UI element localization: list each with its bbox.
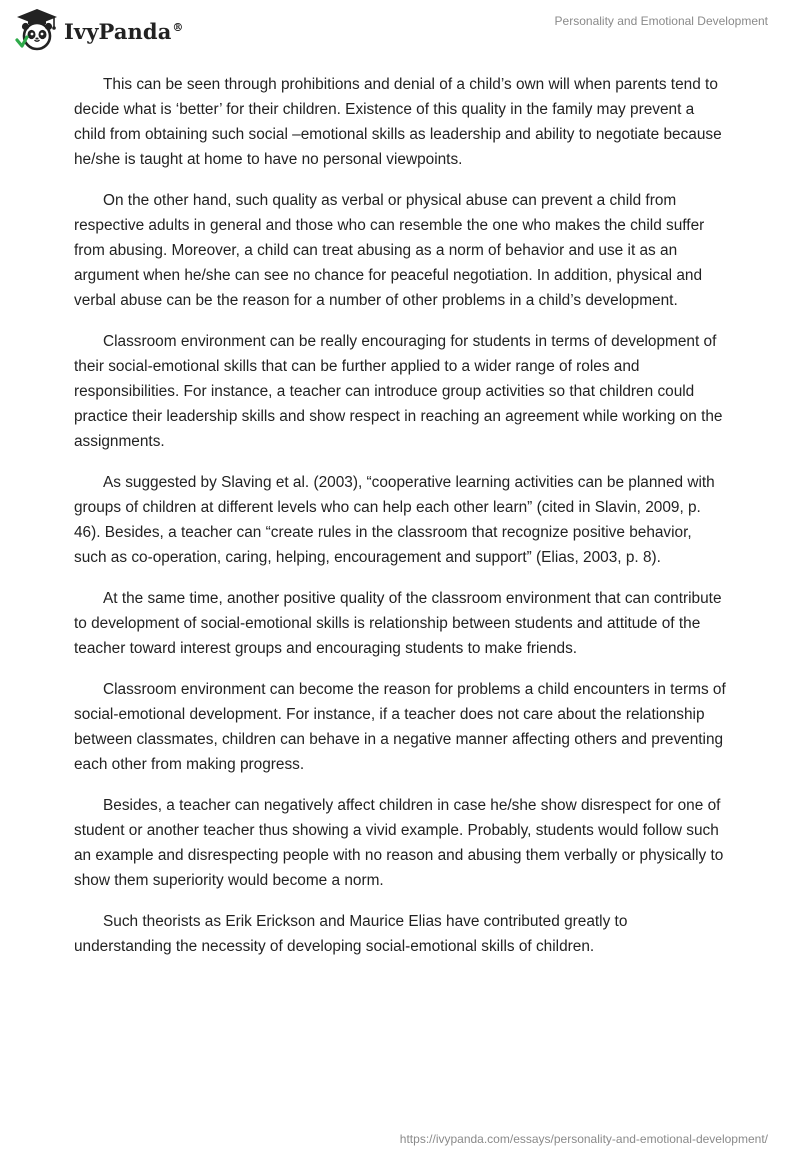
paragraph-6: Classroom environment can become the reason for problems a child encounters in terms of social-emotional development. For instance, if a teacher does not care about the relationship between classmates, children can behave in a negative manner affecting others and preventing each other from making progress. bbox=[74, 681, 726, 773]
paragraph-8: Such theorists as Erik Erickson and Maurice Elias have contributed greatly to understanding the necessity of developing social-emotional skills of children. bbox=[74, 913, 628, 955]
panda-graduate-icon bbox=[14, 7, 60, 53]
paragraph-5: At the same time, another positive quality of the classroom environment that can contribute to development of social-emotional skills is relationship between students and attitude of the teacher toward interest groups and encouraging students to make friends. bbox=[74, 590, 722, 657]
paragraph-7: Besides, a teacher can negatively affect children in case he/she show disrespect for one of student or another teacher thus showing a vivid example. Probably, students would follow such an example and disrespecting people with no reason and abusing them verbally or physically to show them superiority would become a norm. bbox=[74, 797, 724, 889]
document-title: Personality and Emotional Development bbox=[554, 14, 768, 28]
paragraph-1: This can be seen through prohibitions and denial of a child’s own will when parents tend to decide what is ‘better’ for their children. Existence of this quality in the family may prevent a child from obtaining such social –emotional skills as leadership and ability to negotiate because he/she is taught at home to have no personal viewpoints. bbox=[74, 76, 722, 168]
paragraph-3: Classroom environment can be really encouraging for students in terms of development of their social-emotional skills that can be further applied to a wider range of roles and responsibilities. For instance, a teacher can introduce group activities so that children could practice their leadership skills and show respect in reaching an agreement while working on the assignments. bbox=[74, 333, 723, 450]
brand-name bbox=[64, 19, 184, 44]
paragraph-2: On the other hand, such quality as verbal or physical abuse can prevent a child from respective adults in general and those who can resemble the one who makes the child suffer from abusing. Moreover, a child can treat abusing as a norm of behavior and use it as an argument when he/she can see no chance for peaceful negotiation. In addition, physical and verbal abuse can be the reason for a number of other problems in a child’s development. bbox=[74, 192, 705, 309]
page-header bbox=[0, 0, 800, 60]
brand-text: IvyPanda bbox=[64, 18, 172, 44]
ivypanda-logo-link[interactable] bbox=[14, 8, 184, 52]
source-url-link[interactable]: https://ivypanda.com/essays/personality-and-emotional-development/ bbox=[399, 1132, 768, 1146]
paragraph-4: As suggested by Slaving et al. (2003), “cooperative learning activities can be planned with groups of children at different levels who can help each other learn” (cited in Slavin, 2009, p. 46). Besides, a teacher can “create rules in the classroom that recognize positive behavior, such as co-operation, caring, helping, encouragement and support” (Elias, 2003, p. 8). bbox=[74, 474, 715, 566]
registered-mark: ® bbox=[172, 20, 184, 34]
essay-body bbox=[74, 72, 726, 975]
